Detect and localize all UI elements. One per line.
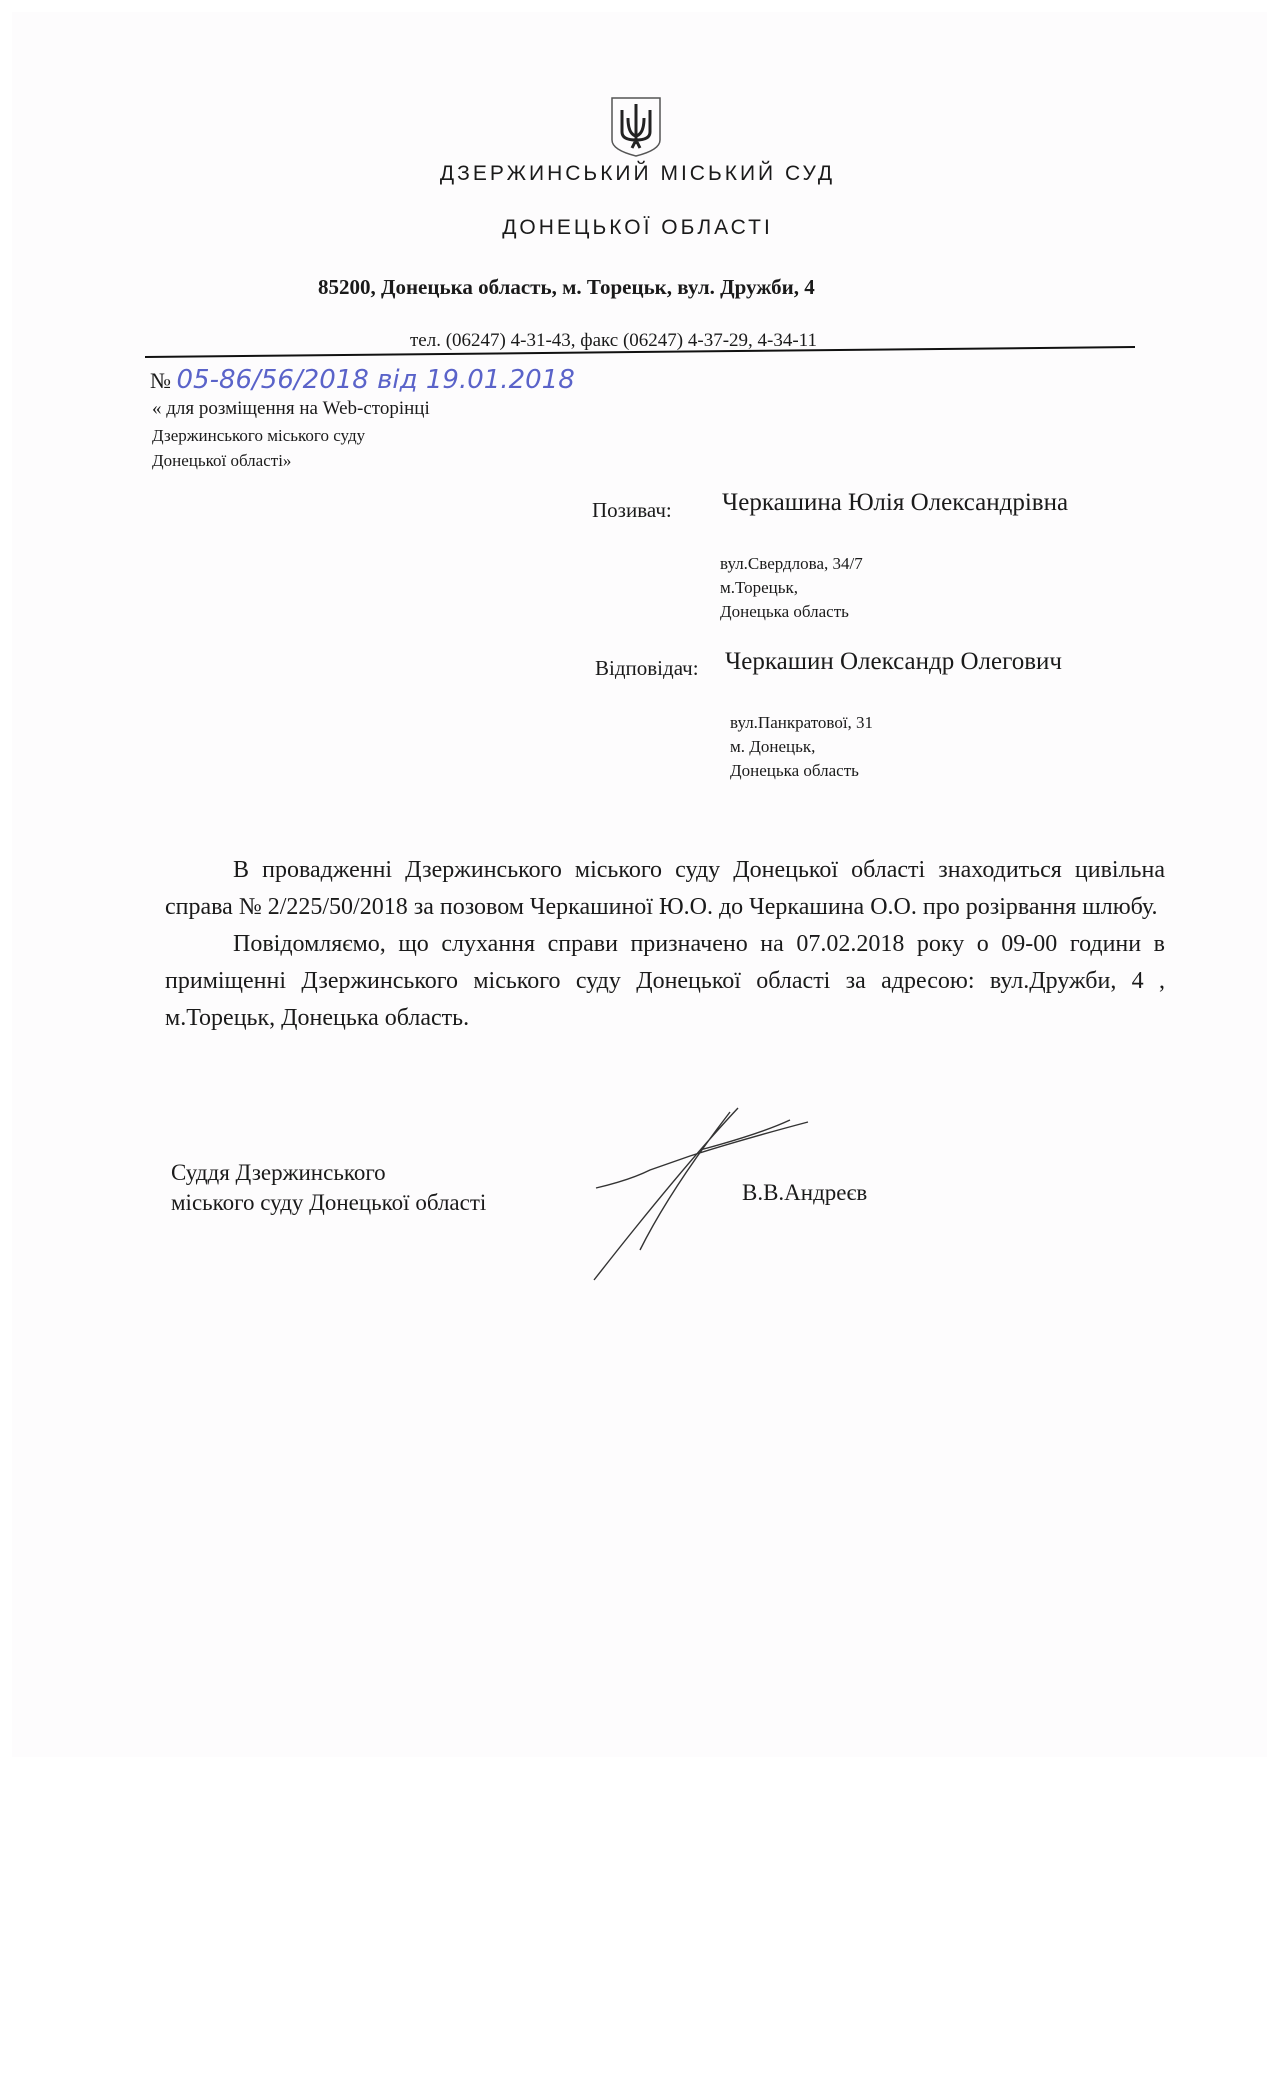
plaintiff-address-line2: м.Торецьк, bbox=[720, 578, 799, 597]
defendant-address-line1: вул.Панкратової, 31 bbox=[730, 713, 874, 732]
notice-body bbox=[165, 852, 1165, 1037]
number-sign: № bbox=[150, 368, 171, 393]
notice-paragraph-hearing: Повідомляємо, що слухання справи призначено на 07.02.2018 року о 09-00 години в приміщенні Дзержинського міського суду Донецької області за адресою: вул.Дружби, 4 , м.Торецьк, Донецька область. bbox=[165, 931, 1165, 1031]
web-note-line2: Дзержинського міського суду bbox=[152, 426, 366, 445]
web-note-line1: « для розміщення на Web-сторінці bbox=[152, 398, 430, 419]
court-phones: тел. (06247) 4-31-43, факс (06247) 4-37-29, 4-34-11 bbox=[410, 330, 817, 351]
web-note-line3: Донецької області» bbox=[152, 451, 292, 470]
court-name-line1: ДЗЕРЖИНСЬКИЙ МІСЬКИЙ СУД bbox=[439, 162, 836, 185]
handwritten-number: 05-86/56/2018 від 19.01.2018 bbox=[176, 365, 575, 395]
plaintiff-address-line1: вул.Свердлова, 34/7 bbox=[720, 554, 863, 573]
court-address: 85200, Донецька область, м. Торецьк, вул. Дружби, 4 bbox=[318, 275, 815, 299]
plaintiff-label: Позивач: bbox=[592, 498, 672, 522]
defendant-address-line2: м. Донецьк, bbox=[730, 737, 816, 756]
notice-paragraph-case: В провадженні Дзержинського міського суду Донецької області знаходиться цивільна справа № 2/225/50/2018 за позовом Черкашиної Ю.О. до Черкашина О.О. про розірвання шлюбу. bbox=[165, 857, 1165, 920]
plaintiff-name: Черкашина Юлія Олександрівна bbox=[722, 489, 1069, 516]
court-name-line2: ДОНЕЦЬКОЇ ОБЛАСТІ bbox=[502, 216, 773, 239]
defendant-name: Черкашин Олександр Олегович bbox=[725, 648, 1062, 675]
judge-title-line2: міського суду Донецької області bbox=[171, 1190, 487, 1215]
letterhead-divider bbox=[145, 345, 1145, 359]
judge-name: В.В.Андреєв bbox=[742, 1180, 868, 1205]
defendant-address-line3: Донецька область bbox=[730, 761, 859, 780]
coat-of-arms-trident-icon bbox=[608, 96, 664, 158]
judge-title-line1: Суддя Дзержинського bbox=[171, 1160, 386, 1185]
outgoing-number bbox=[150, 365, 575, 395]
plaintiff-address-line3: Донецька область bbox=[720, 602, 849, 621]
defendant-label: Відповідач: bbox=[595, 656, 699, 680]
